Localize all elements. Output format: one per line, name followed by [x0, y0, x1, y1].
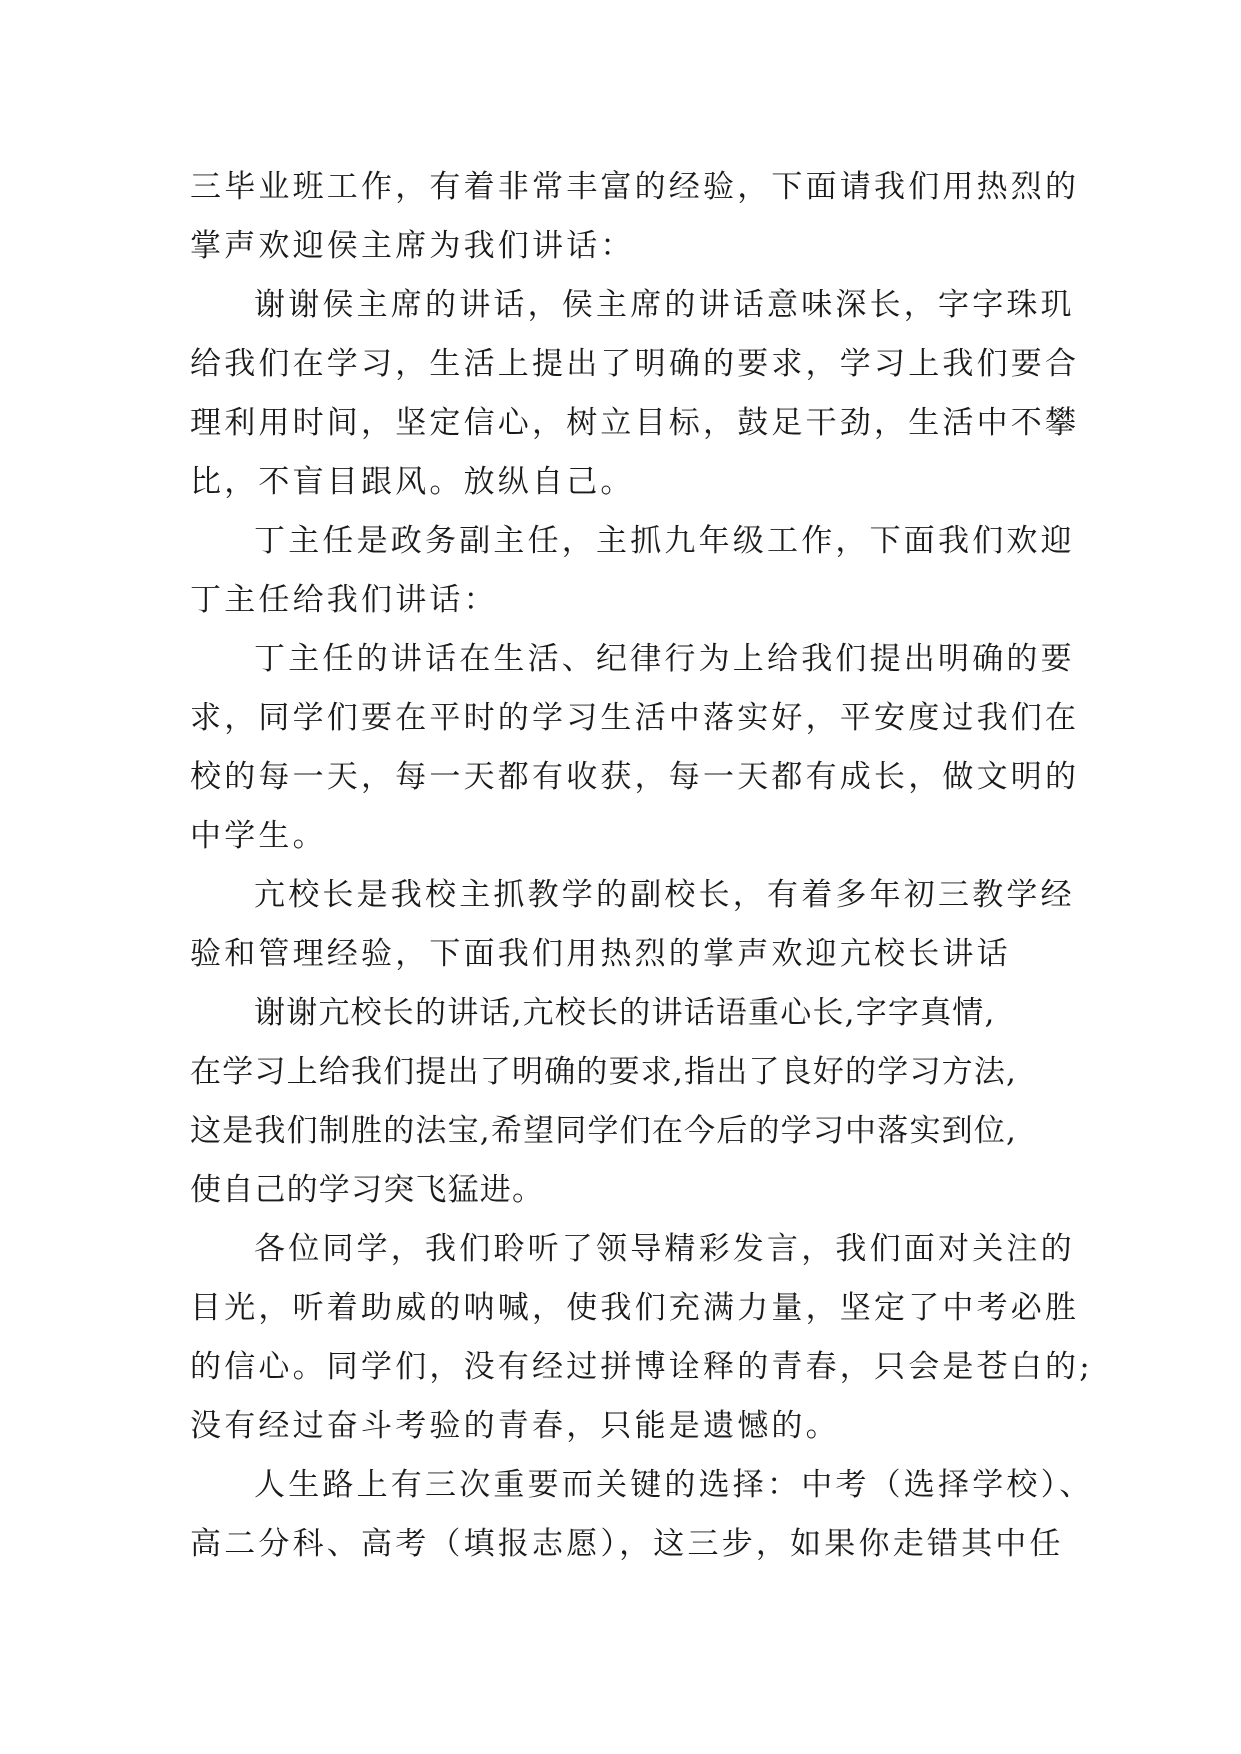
text-line: 的信心。同学们，没有经过拼博诠释的青春，只会是苍白的; — [190, 1349, 1093, 1385]
paragraph-1 — [190, 158, 1080, 276]
text-line: 比，不盲目跟风。放纵自己。 — [190, 464, 635, 500]
text-line: 理利用时间，坚定信心，树立目标，鼓足干劲，生活中不攀 — [190, 405, 1080, 441]
text-line: 丁主任是政务副主任，主抓九年级工作，下面我们欢迎 — [254, 523, 1075, 559]
paragraph-7 — [190, 1220, 1093, 1456]
text-line: 丁主任给我们讲话： — [190, 582, 498, 618]
text-line: 掌声欢迎侯主席为我们讲话： — [190, 228, 635, 264]
text-line: 在学习上给我们提出了明确的要求,指出了良好的学习方法, — [190, 1054, 1018, 1090]
document-body — [190, 158, 1094, 1574]
paragraph-8 — [190, 1456, 1094, 1574]
text-line: 各位同学，我们聆听了领导精彩发言，我们面对关注的 — [254, 1231, 1075, 1267]
text-line: 求，同学们要在平时的学习生活中落实好，平安度过我们在 — [190, 700, 1080, 736]
text-line: 这是我们制胜的法宝,希望同学们在今后的学习中落实到位, — [190, 1113, 1018, 1149]
text-line: 给我们在学习，生活上提出了明确的要求，学习上我们要合 — [190, 346, 1080, 382]
text-line: 没有经过奋斗考验的青春，只能是遗憾的。 — [190, 1408, 840, 1444]
text-line: 丁主任的讲话在生活、纪律行为上给我们提出明确的要 — [254, 641, 1075, 677]
text-line: 亢校长是我校主抓教学的副校长，有着多年初三教学经 — [254, 877, 1075, 913]
text-line: 使自己的学习突飞猛进。 — [190, 1172, 545, 1208]
text-line: 校的每一天，每一天都有收获，每一天都有成长，做文明的 — [190, 759, 1080, 795]
text-line: 验和管理经验，下面我们用热烈的掌声欢迎亢校长讲话 — [190, 936, 1011, 972]
paragraph-6 — [190, 984, 1050, 1220]
paragraph-4 — [190, 630, 1080, 866]
paragraph-5 — [190, 866, 1075, 984]
text-line: 目光，听着助威的呐喊，使我们充满力量，坚定了中考必胜 — [190, 1290, 1080, 1326]
text-line: 中学生。 — [190, 818, 327, 854]
text-line: 谢谢侯主席的讲话，侯主席的讲话意味深长，字字珠玑 — [254, 287, 1075, 323]
text-line: 三毕业班工作，有着非常丰富的经验，下面请我们用热烈的 — [190, 169, 1080, 205]
paragraph-3 — [190, 512, 1075, 630]
text-line: 高二分科、高考（填报志愿），这三步，如果你走错其中任 — [190, 1526, 1064, 1562]
text-line: 人生路上有三次重要而关键的选择：中考（选择学校）、 — [254, 1467, 1094, 1503]
text-line: 谢谢亢校长的讲话,亢校长的讲话语重心长,字字真情, — [254, 995, 996, 1031]
paragraph-2 — [190, 276, 1080, 512]
